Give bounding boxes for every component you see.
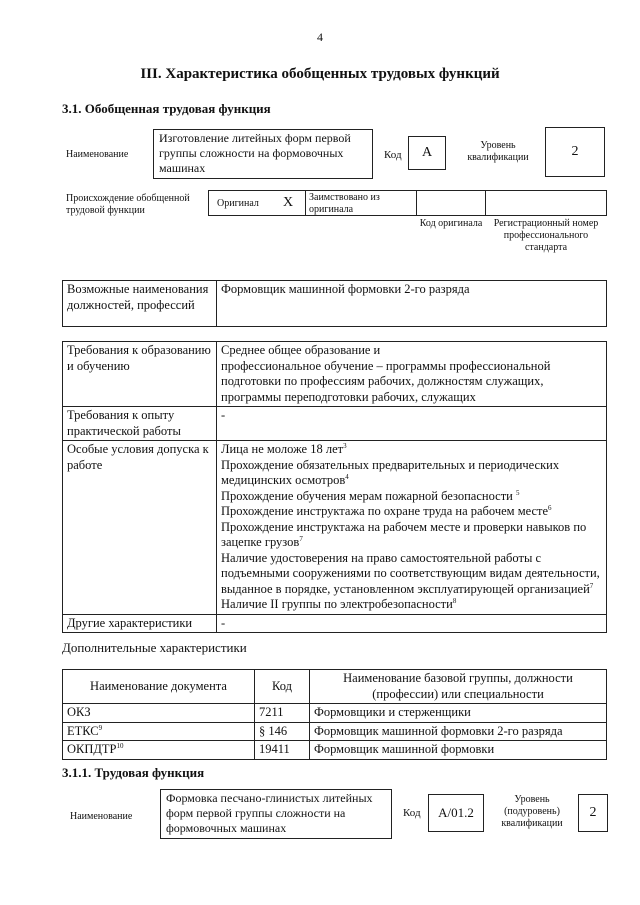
experience-value: - (217, 407, 607, 441)
special-item: Прохождение обязательных предварительных и периодических медицинских осмотров$^4$ (221, 457, 560, 487)
gtf-level-label: Уровень квалификации (467, 140, 529, 163)
other-value: - (217, 614, 607, 633)
gtf-level-value: 2 (545, 127, 605, 177)
origin-original-label: Оригинал (217, 198, 259, 209)
education-line: программы переподготовки рабочих, служащих (221, 389, 476, 404)
education-value (217, 342, 607, 407)
requirements-table (62, 341, 607, 633)
origin-reg-box (485, 190, 607, 216)
gtf-name-label: Наименование (66, 149, 129, 160)
table-row (63, 722, 607, 741)
special-label: Особые условия допуска к работе (63, 441, 217, 615)
additional-heading: Дополнительные характеристики (62, 640, 247, 655)
positions-label: Возможные наименования должностей, профессий (63, 281, 217, 327)
table-row (63, 741, 607, 760)
tf-code-label: Код (403, 807, 421, 819)
tf-level-value: 2 (578, 794, 608, 832)
tf-code-value: A/01.2 (428, 794, 484, 832)
gtf-heading: 3.1. Обобщенная трудовая функция (62, 101, 271, 116)
row-code: § 146 (255, 722, 310, 741)
special-item: Прохождение инструктажа по охране труда на рабочем месте$^6$ (221, 503, 552, 518)
education-line: профессиональное обучение – программы профессиональной (221, 358, 551, 373)
tf-level-label: Уровень (подуровень) квалификации (501, 794, 563, 829)
row-code: 7211 (255, 704, 310, 723)
table-row (63, 704, 607, 723)
education-label: Требования к образованию и обучению (63, 342, 217, 407)
gtf-code-label: Код (384, 149, 402, 161)
row-code: 19411 (255, 741, 310, 760)
origin-original-box (208, 190, 306, 216)
tf-name-value: Формовка песчано-глинистых литейных форм первой группы сложности на формовочных машинах (160, 789, 392, 839)
row-doc: ОКПДТР$^{10}$ (63, 741, 255, 760)
page-number: 4 (317, 30, 323, 44)
special-item: Прохождение инструктажа на рабочем месте и проверки навыков по зацепке грузов$^7$ (221, 519, 587, 549)
origin-reg-caption: Регистрационный номер профессионального стандарта (493, 218, 599, 253)
origin-label: Происхождение обобщенной трудовой функции (66, 193, 190, 216)
positions-value: Формовщик машинной формовки 2-го разряда (217, 281, 607, 327)
origin-borrowed-label: Заимствовано из оригинала (309, 192, 380, 215)
origin-code-box (416, 190, 486, 216)
experience-label: Требования к опыту практической работы (63, 407, 217, 441)
col-code-header: Код (255, 670, 310, 704)
other-label: Другие характеристики (63, 614, 217, 633)
special-value (217, 441, 607, 615)
additional-table (62, 669, 607, 760)
origin-original-mark: X (283, 195, 294, 210)
special-item: Прохождение обучения мерам пожарной безопасности $^5$ (221, 488, 520, 503)
education-line: подготовки по профессиям рабочих, должностям служащих, (221, 374, 544, 388)
gtf-name-value: Изготовление литейных форм первой группы сложности на формовочных машинах (153, 129, 373, 179)
origin-borrowed-box (305, 190, 417, 216)
row-doc: ЕТКС$^9$ (63, 722, 255, 741)
row-name: Формовщик машинной формовки (310, 741, 607, 760)
tf-heading: 3.1.1. Трудовая функция (62, 765, 205, 780)
section-title: III. Характеристика обобщенных трудовых функций (140, 66, 500, 82)
special-item: Наличие удостоверения на право самостоятельной работы с подъемными сооружениями по соответствующим видам деятельности, выданное в порядке, установленном эксплуатирующей организацией$^7$ (221, 550, 600, 596)
row-name: Формовщик машинной формовки 2-го разряда (310, 722, 607, 741)
positions-table (62, 280, 607, 327)
col-doc-header: Наименование документа (63, 670, 255, 704)
gtf-code-value: А (408, 136, 446, 170)
row-doc: ОКЗ (63, 704, 255, 723)
special-item: Наличие II группы по электробезопасности$^8$ (221, 596, 457, 611)
special-item: Лица не моложе 18 лет$^3$ (221, 441, 347, 456)
col-name-header: Наименование базовой группы, должности (профессии) или специальности (310, 670, 607, 704)
origin-code-caption: Код оригинала (419, 218, 483, 229)
education-line: Среднее общее образование и (221, 343, 381, 357)
row-name: Формовщики и стерженщики (310, 704, 607, 723)
tf-name-label: Наименование (70, 811, 133, 822)
